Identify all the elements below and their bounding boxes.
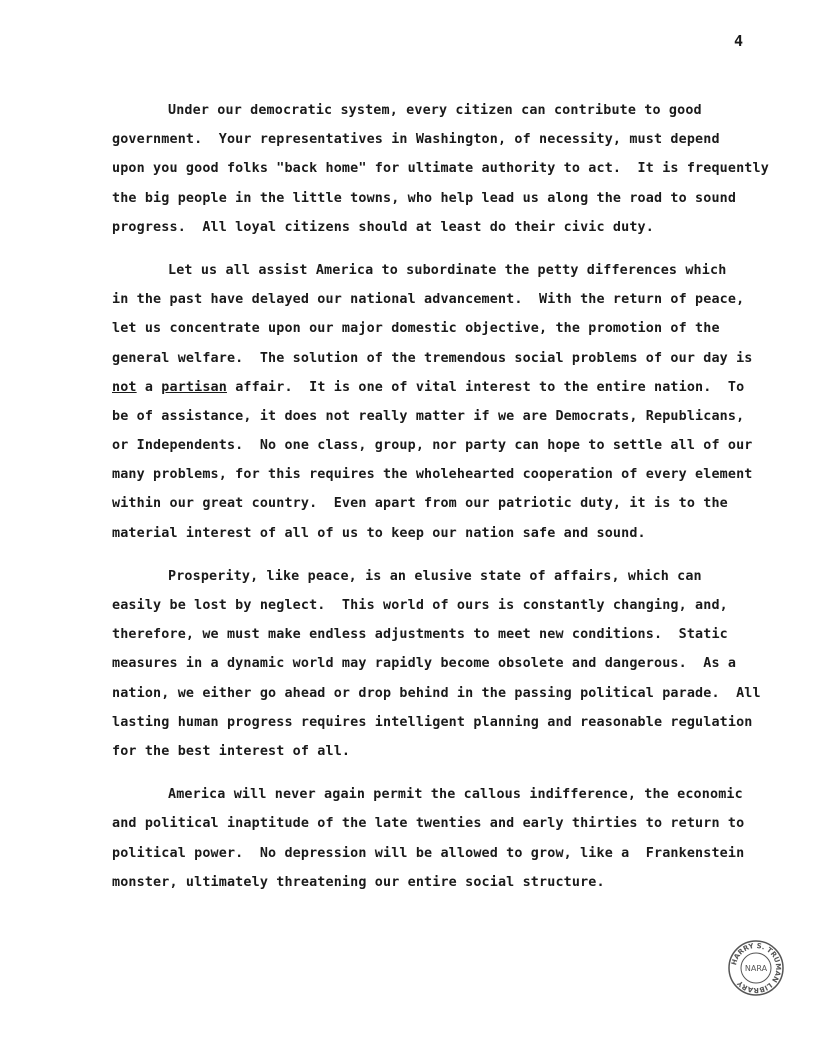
text-line: lasting human progress requires intelligent planning and reasonable regulation	[112, 714, 753, 730]
paragraph	[112, 562, 761, 766]
text-line: political power. No depression will be allowed to grow, like a Frankenstein	[112, 845, 745, 861]
stamp-ring-text: HARRY S. TRUMAN LIBRARY	[730, 941, 783, 995]
text-line: progress. All loyal citizens should at least do their civic duty.	[112, 219, 654, 235]
text-line: therefore, we must make endless adjustments to meet new conditions. Static	[112, 627, 728, 643]
truman-library-stamp-icon	[727, 939, 785, 997]
text-line: government. Your representatives in Washington, of necessity, must depend	[112, 132, 720, 148]
text-line: or Independents. No one class, group, nor party can hope to settle all of our	[112, 438, 753, 454]
text-line: easily be lost by neglect. This world of ours is constantly changing, and,	[112, 598, 728, 613]
text-line: general welfare. The solution of the tremendous social problems of our day is	[112, 350, 753, 366]
text-line: material interest of all of us to keep our nation safe and sound.	[112, 525, 646, 541]
paragraph	[112, 96, 769, 242]
text-line: in the past have delayed our national advancement. With the return of peace,	[112, 292, 745, 308]
text-line-with-underline	[112, 373, 752, 402]
text-line: nation, we either go ahead or drop behind in the passing political parade. All	[112, 685, 761, 701]
text-segment: affair. It is one of vital interest to the entire nation. To	[226, 379, 745, 395]
stamp-center-text: NARA	[744, 964, 768, 973]
text-line: measures in a dynamic world may rapidly become obsolete and dangerous. As a	[112, 656, 737, 672]
text-line: Let us all assist America to subordinate the petty differences which	[168, 262, 727, 278]
text-line: upon you good folks "back home" for ultimate authority to act. It is frequently	[112, 161, 769, 177]
text-line: be of assistance, it does not really matter if we are Democrats, Republicans,	[112, 408, 745, 424]
text-line: within our great country. Even apart from our patriotic duty, it is to the	[112, 496, 728, 512]
text-line: Prosperity, like peace, is an elusive state of affairs, which can	[168, 568, 702, 584]
document-body	[112, 96, 769, 911]
text-segment: a	[136, 379, 162, 395]
underlined-word-not: not	[112, 379, 137, 395]
text-line: let us concentrate upon our major domestic objective, the promotion of the	[112, 321, 720, 337]
text-line: many problems, for this requires the wholehearted cooperation of every element	[112, 467, 753, 483]
page-number: 4	[734, 32, 744, 50]
paragraph	[112, 256, 752, 548]
text-line: and political inaptitude of the late twenties and early thirties to return to	[112, 816, 745, 832]
text-line: the big people in the little towns, who help lead us along the road to sound	[112, 190, 737, 206]
text-line: America will never again permit the callous indifference, the economic	[168, 787, 743, 803]
text-line: monster, ultimately threatening our entire social structure.	[112, 874, 605, 890]
text-line: for the best interest of all.	[112, 743, 351, 759]
paragraph	[112, 780, 752, 897]
underlined-word-partisan: partisan	[161, 379, 227, 395]
text-line: Under our democratic system, every citizen can contribute to good	[168, 103, 702, 118]
